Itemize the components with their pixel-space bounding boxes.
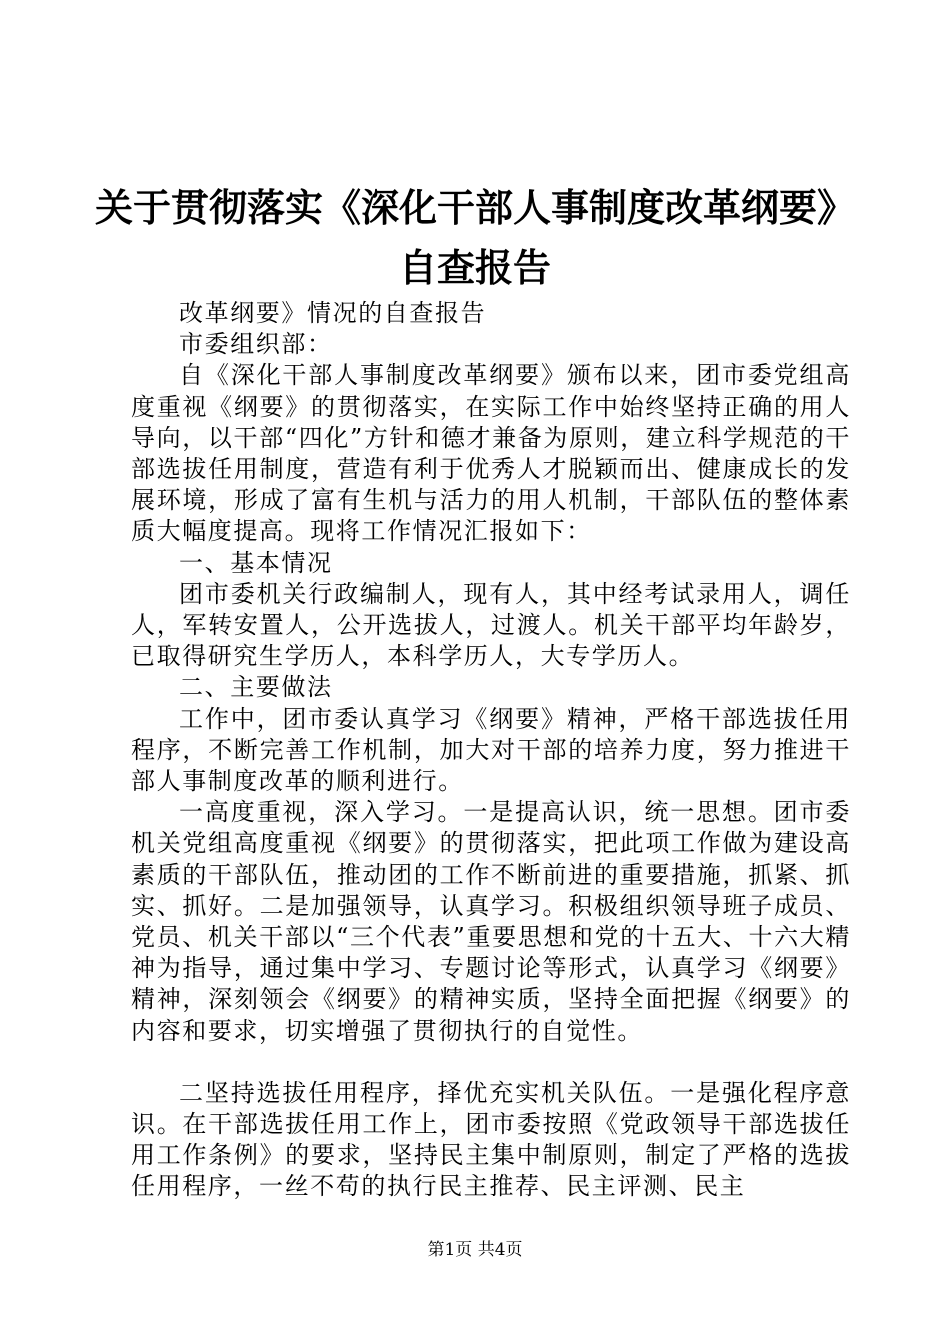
section-heading-methods: 二、主要做法 — [179, 673, 333, 702]
document-title-line-1: 关于贯彻落实《深化干部人事制度改革纲要》 — [94, 186, 855, 230]
intro-paragraph: 自《深化干部人事制度改革纲要》颁布以来，团市委党组高度重视《纲要》的贯彻落实，在实际工作中始终坚持正确的用人导向，以干部“四化”方针和德才兼备为原则，建立科学规范的干部选拔任用制度，营造有利于优秀人才脱颖而出、健康成长的发展环境，形成了富有生机与活力的用人机制，干部队伍的整体素质大幅度提高。现将工作情况汇报如下： — [131, 361, 851, 546]
page-number-footer: 第1页 共4页 — [427, 1240, 523, 1260]
addressee-paragraph: 市委组织部： — [179, 330, 333, 359]
item-one-paragraph: 一高度重视，深入学习。一是提高认识，统一思想。团市委机关党组高度重视《纲要》的贯彻落实，把此项工作做为建设高素质的干部队伍，推动团的工作不断前进的重要措施，抓紧、抓实、抓好。二是加强领导，认真学习。积极组织领导班子成员、党员、机关干部以“三个代表”重要思想和党的十五大、十六大精神为指导，通过集中学习、专题讨论等形式，认真学习《纲要》精神，深刻领会《纲要》的精神实质，坚持全面把握《纲要》的内容和要求，切实增强了贯彻执行的自觉性。 — [131, 798, 851, 1045]
document-body — [131, 298, 851, 1203]
section-heading-basic: 一、基本情况 — [179, 548, 333, 577]
basic-info-paragraph: 团市委机关行政编制人，现有人，其中经考试录用人，调任人，军转安置人，公开选拔人，过渡人。机关干部平均年龄岁，已取得研究生学历人，本科学历人，大专学历人。 — [131, 579, 851, 671]
subtitle-paragraph: 改革纲要》情况的自查报告 — [179, 299, 487, 327]
document-title-line-2: 自查报告 — [398, 246, 551, 290]
methods-intro-paragraph: 工作中，团市委认真学习《纲要》精神，严格干部选拔任用程序，不断完善工作机制，加大对干部的培养力度，努力推进干部人事制度改革的顺利进行。 — [131, 704, 851, 796]
item-two-paragraph: 二坚持选拔任用程序，择优充实机关队伍。一是强化程序意识。在干部选拔任用工作上，团市委按照《党政领导干部选拔任用工作条例》的要求，坚持民主集中制原则，制定了严格的选拔任用程序，一丝不苟的执行民主推荐、民主评测、民主 — [131, 1078, 851, 1201]
